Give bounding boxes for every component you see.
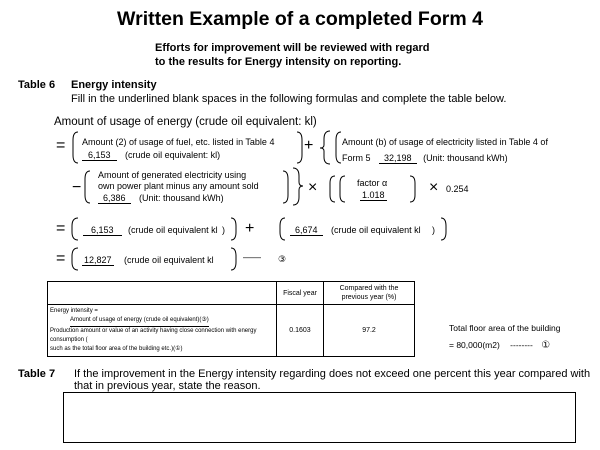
table6-title: Energy intensity (71, 79, 157, 91)
table-header-row (48, 282, 415, 305)
sum-fuel-open-bracket (72, 218, 78, 240)
equals-sign-1: = (56, 137, 66, 154)
table7-instruction: If the improvement in the Energy intensity regarding does not exceed one percent this year compared with that in previous year, state the reason. (74, 368, 591, 392)
gen-elec-unit: (Unit: thousand kWh) (139, 193, 224, 203)
fuel-usage-row (82, 150, 220, 160)
gen-open-bracket (85, 171, 90, 203)
gen-elec-label-1: Amount of generated electricity using (98, 170, 247, 180)
fuel-close-bracket (297, 132, 302, 163)
times-sign-2: × (429, 179, 439, 196)
plus-sign-1: + (304, 137, 314, 154)
elec-usage-unit: (Unit: thousand kWh) (423, 153, 508, 163)
factor-value: 1.018 (362, 190, 385, 200)
intensity-numerator: Amount of usage of energy (crude oil equivalent)(③) (70, 316, 209, 327)
total-open-bracket (72, 248, 78, 270)
sum-elec-close-bracket (441, 218, 446, 240)
intensity-fraction (50, 316, 274, 327)
floor-area-row (449, 340, 550, 351)
energy-intensity-table (47, 281, 415, 357)
times-sign-1: × (308, 179, 318, 196)
gen-elec-value: 6,386 (98, 193, 131, 204)
elec-usage-value: 32,198 (379, 153, 417, 164)
table7-label: Table 7 (18, 368, 56, 380)
sum-elec-value: 6,674 (290, 225, 323, 236)
intensity-label: Energy intensity = (50, 308, 98, 314)
equals-sign-2: = (56, 220, 66, 237)
factor-close-bracket (410, 176, 415, 202)
sum-fuel-value: 6,153 (83, 225, 122, 236)
sum-fuel-row (83, 225, 218, 235)
floor-area-label: Total floor area of the building (449, 323, 561, 333)
gen-elec-row (98, 193, 224, 203)
factor-inner-bracket (340, 176, 345, 202)
intensity-formula-cell (48, 305, 277, 357)
intensity-denominator-1: Production amount or value of an activity having close connection with energy consumption ( (50, 328, 257, 343)
sum-fuel-unit: (crude oil equivalent kl (128, 225, 218, 235)
table-row (48, 305, 415, 357)
minus-sign: − (72, 179, 82, 196)
fuel-usage-unit: (crude oil equivalent: kl) (125, 150, 221, 160)
elec-open-bracket (336, 132, 341, 163)
table6-instruction: Fill in the underlined blank spaces in the following formulas and complete the table below. (71, 93, 507, 105)
total-energy-value: 12,827 (84, 255, 112, 265)
total-close-bracket (231, 248, 236, 270)
factor-label: factor α (357, 178, 388, 188)
fuel-usage-label: Amount (2) of usage of fuel, etc. listed in Table 4 (82, 137, 275, 147)
elec-open-brace (320, 131, 330, 164)
review-note-line1: Efforts for improvement will be reviewed with regard (155, 42, 430, 54)
sum-elec-close-paren: ) (432, 225, 435, 235)
factor-open-bracket (330, 176, 335, 202)
plus-sign-2: + (245, 220, 255, 237)
gen-close-bracket (283, 171, 288, 203)
energy-amount-title: Amount of usage of energy (crude oil equivalent: kl) (54, 116, 317, 128)
fiscal-year-value: 0.1603 (277, 305, 324, 357)
factor-value-wrap (360, 190, 387, 200)
reason-answer-box[interactable] (63, 392, 576, 443)
sum-fuel-close-bracket (231, 218, 236, 240)
outer-close-brace (293, 168, 303, 205)
sum-elec-unit: (crude oil equivalent kl (331, 225, 421, 235)
floor-area-value: = 80,000(m2) (449, 340, 500, 350)
elec-usage-row (342, 153, 508, 163)
compare-value: 97.2 (324, 305, 415, 357)
compare-header: Compared with the previous year (%) (324, 282, 415, 305)
equals-sign-3: = (56, 250, 66, 267)
sum-elec-open-bracket (280, 218, 285, 240)
sum-fuel-close-paren: ) (222, 225, 225, 235)
floor-area-mark: ① (541, 340, 551, 351)
gen-elec-label-2: own power plant minus any amount sold (98, 181, 259, 191)
page-title: Written Example of a completed Form 4 (117, 8, 483, 30)
total-dash: —— (243, 252, 261, 262)
total-mark: ③ (278, 254, 287, 264)
review-note-line2: to the results for Energy intensity on reporting. (155, 56, 402, 68)
total-energy-unit: (crude oil equivalent kl (124, 255, 214, 265)
fuel-open-bracket (73, 132, 78, 163)
conversion-coefficient: 0.254 (446, 184, 469, 194)
fuel-usage-value: 6,153 (82, 150, 117, 161)
floor-area-dashes: -------- (510, 340, 533, 350)
table-header-blank (48, 282, 277, 305)
sum-elec-row (290, 225, 421, 235)
elec-usage-label: Amount (b) of usage of electricity listed in Table 4 of (342, 137, 548, 147)
intensity-denominator-2: such as the total floor area of the building etc.)(①) (50, 346, 183, 352)
elec-form-label: Form 5 (342, 153, 371, 163)
total-row (82, 255, 214, 265)
fiscal-year-header: Fiscal year (277, 282, 324, 305)
table6-label: Table 6 (18, 79, 56, 91)
